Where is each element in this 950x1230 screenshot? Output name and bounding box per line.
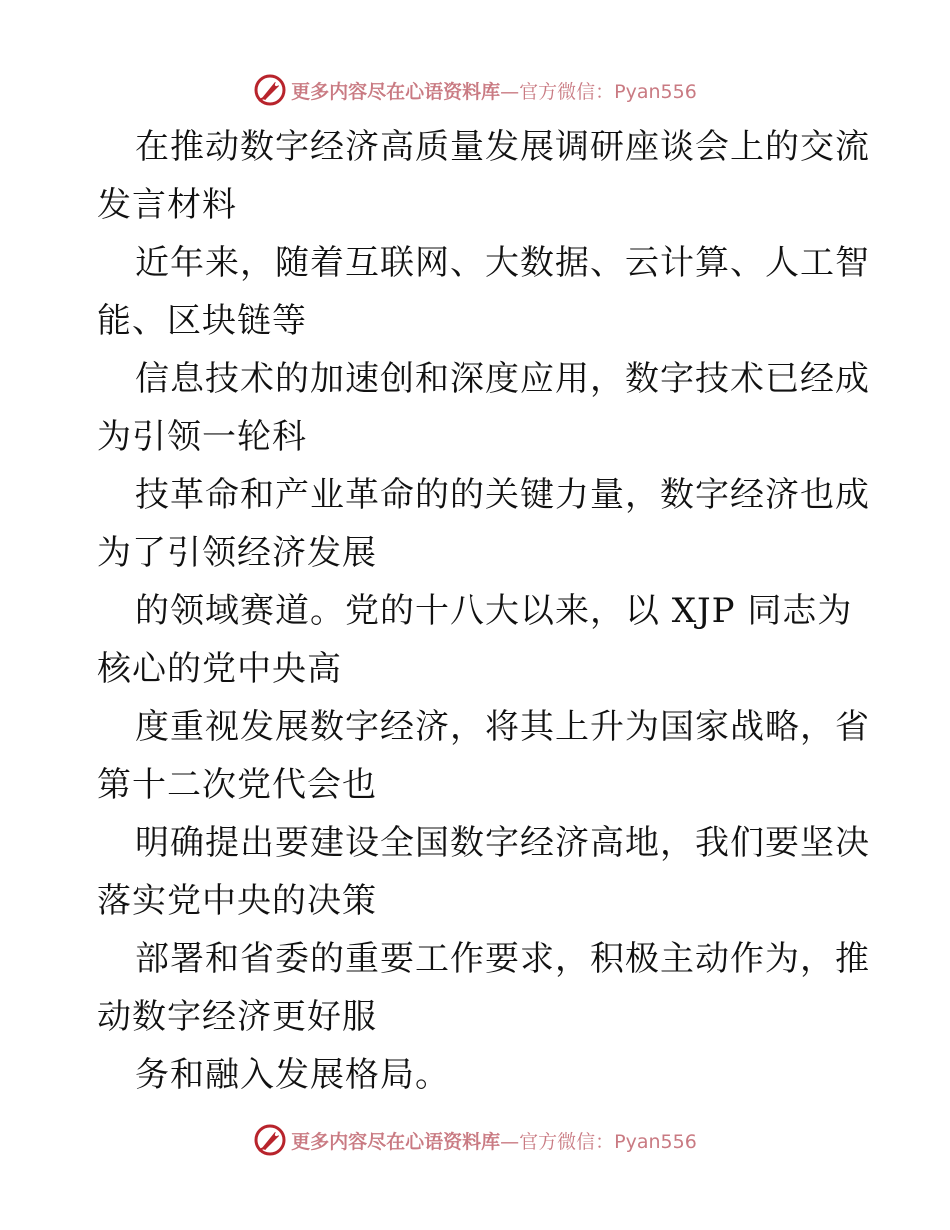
text-line: 部署和省委的重要工作要求，积极主动作为，推 xyxy=(135,939,870,979)
text-line: 明确提出要建设全国数字经济高地，我们要坚决 xyxy=(135,823,870,863)
text-line: 度重视发展数字经济，将其上升为国家战略，省 xyxy=(135,707,870,747)
text-line: 为引领一轮科 xyxy=(97,417,307,457)
text-line: 核心的党中央高 xyxy=(97,649,342,689)
text-line: 落实党中央的决策 xyxy=(97,881,377,921)
text-line: 动数字经济更好服 xyxy=(97,997,377,1037)
banner-site-text: 更多内容尽在心语资料库 xyxy=(291,80,501,103)
text-line: 为了引领经济发展 xyxy=(97,533,377,573)
text-line: 务和融入发展格局。 xyxy=(135,1055,450,1095)
text-line: 的领域赛道。党的十八大以来，以 XJP 同志为 xyxy=(135,591,853,631)
text-line: 信息技术的加速创和深度应用，数字技术已经成 xyxy=(135,359,870,399)
document-body xyxy=(97,118,870,1104)
text-line: 在推动数字经济高质量发展调研座谈会上的交流 xyxy=(135,127,870,167)
text-line: 第十二次党代会也 xyxy=(97,765,377,805)
banner-dash: — xyxy=(500,1130,520,1153)
banner-wechat-text: 官方微信：Pyan556 xyxy=(519,1130,697,1153)
text-line: 近年来，随着互联网、大数据、云计算、人工智 xyxy=(135,243,870,283)
text-line: 技革命和产业革命的的关键力量，数字经济也成 xyxy=(135,475,870,515)
footer-banner xyxy=(0,1120,950,1160)
header-banner xyxy=(0,70,950,110)
banner-dash: — xyxy=(500,80,520,103)
text-line: 发言材料 xyxy=(97,185,237,225)
banner-site-text: 更多内容尽在心语资料库 xyxy=(291,1130,501,1153)
pen-nib-logo-icon xyxy=(253,73,287,107)
text-line: 能、区块链等 xyxy=(97,301,307,341)
pen-nib-logo-icon xyxy=(253,1123,287,1157)
banner-wechat-text: 官方微信：Pyan556 xyxy=(519,80,697,103)
